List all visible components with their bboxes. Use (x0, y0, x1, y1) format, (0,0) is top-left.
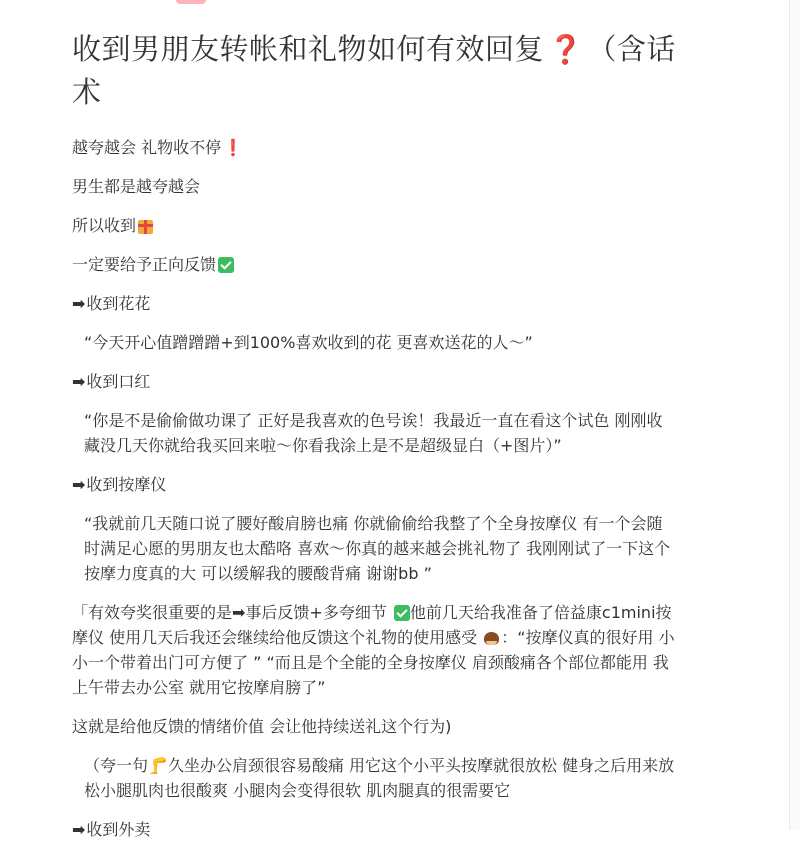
paragraph-text: 男生都是越夸越会 (72, 177, 201, 196)
quote-lipstick (72, 408, 676, 458)
paragraph-6 (72, 753, 676, 803)
quote-flowers (72, 330, 676, 355)
tip-text: 「有效夸奖很重要的是➡事后反馈+多夸细节 (72, 603, 387, 622)
check-icon (394, 605, 410, 621)
gift-icon (138, 220, 153, 234)
quote-massager (72, 511, 676, 586)
title-suffix: （含话术 (72, 32, 676, 109)
paragraph-2 (72, 174, 676, 199)
scroll-track[interactable] (790, 0, 800, 830)
heading-text: 收到按摩仪 (86, 475, 167, 494)
paragraph-text: 一定要给予正向反馈 (72, 255, 217, 274)
title-text: 收到男朋友转帐和礼物如何有效回复 (72, 32, 545, 66)
paragraph-text: 这就是给他反馈的情绪价值 会让他持续送礼这个行为) (72, 717, 452, 736)
note-title (72, 28, 676, 113)
arrow-icon: ➡ (72, 820, 86, 839)
quote-text: “今天开心值蹭蹭蹭+到100%喜欢收到的花 更喜欢送花的人～” (84, 333, 533, 352)
quote-text: “我就前几天随口说了腰好酸肩膀也痛 你就偷偷给我整了个全身按摩仪 有一个会随时满足心愿的男朋友也太酷咯 喜欢～你真的越来越会挑礼物了 我刚刚试了一下这个按摩力度真的大 可以缓解我的腰酸背痛 谢谢bb ” (84, 514, 671, 583)
paragraph-3 (72, 213, 676, 238)
leg-icon: 🦵 (148, 756, 168, 775)
tip-text: ：“按摩仪真的很好用 小小一个带着出门可方便了 ” “而且是个全能的全身按摩仪 肩颈酸痛各个部位都能用 我上午带去办公室 就用它按摩肩膀了” (72, 628, 675, 697)
red-question-icon: ❓ (548, 33, 584, 66)
heading-text: 收到外卖 (86, 820, 151, 839)
check-icon (218, 257, 234, 273)
paragraph-text: 久坐办公肩颈很容易酸痛 用它这个小平头按摩就很放松 健身之后用来放松小腿肌肉也很酸爽 小腿肉会变得很软 肌肉腿真的很需要它 (84, 756, 675, 800)
top-accent-bar (176, 0, 206, 4)
paragraph-text: （夸一句 (84, 756, 149, 775)
paragraph-5 (72, 714, 676, 739)
tip-text: 他前几天给我准备了倍益康c1mini按摩仪 使用几天后我还会继续给他反馈这个礼物的使用感受 (72, 603, 672, 647)
red-exclamation-icon: ❗ (223, 138, 244, 157)
arrow-icon: ➡ (72, 372, 86, 391)
feedback-tip (72, 600, 676, 700)
section-heading-flowers (72, 291, 676, 316)
paragraph-text: 越夸越会 礼物收不停 (72, 138, 222, 157)
heading-text: 收到花花 (86, 294, 151, 313)
section-heading-massager (72, 472, 676, 497)
paragraph-text: 所以收到 (72, 216, 137, 235)
right-divider (789, 0, 790, 830)
paragraph-1 (72, 135, 676, 160)
quote-text: “你是不是偷偷做功课了 正好是我喜欢的色号诶！我最近一直在看这个试色 刚刚收藏没几天你就给我买回来啦～你看我涂上是不是超级显白（+图片）” (84, 411, 663, 455)
arrow-icon: ➡ (72, 294, 86, 313)
heading-text: 收到口红 (86, 372, 151, 391)
chestnut-icon (484, 632, 499, 645)
section-heading-lipstick (72, 369, 676, 394)
paragraph-4 (72, 252, 676, 277)
note-content (72, 28, 676, 856)
arrow-icon: ➡ (72, 475, 86, 494)
